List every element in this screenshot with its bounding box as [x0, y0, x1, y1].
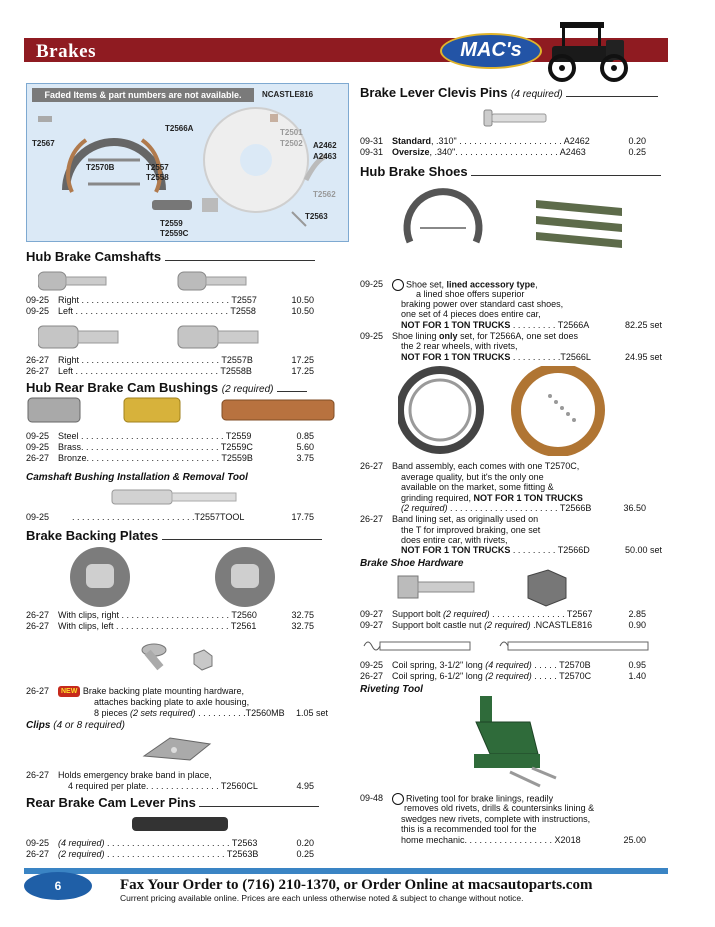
list-item: 09-25 (4 required) . . . . . . . . . . . . . . . . . . . . . . . . . T2563 — [26, 838, 258, 848]
label-t2558: T2558 — [146, 173, 169, 182]
brake-band-images — [398, 366, 618, 456]
desc-line: average quality, but it's the only one — [401, 472, 544, 482]
label-t2567: T2567 — [32, 139, 55, 148]
price: 3.75 — [296, 453, 314, 463]
price: 10.50 — [291, 306, 314, 316]
section-cam-lever-pins: Rear Brake Cam Lever Pins — [26, 795, 319, 810]
list-item: 26-27 Bronze. . . . . . . . . . . . . . . . . . . . . . . . . . . T2559B — [26, 453, 253, 463]
desc-line: the T for improved braking, one set — [401, 525, 541, 535]
magnifier-icon — [392, 793, 404, 805]
section-hub-camshafts: Hub Brake Camshafts — [26, 249, 315, 264]
macs-logo: MAC's — [440, 33, 542, 69]
list-item: 26-27 Right . . . . . . . . . . . . . . . . . . . . . . . . . . . . T2557B — [26, 355, 253, 365]
desc-line: the 2 rear wheels, with rivets, — [401, 341, 518, 351]
desc-line: NOT FOR 1 TON TRUCKS . . . . . . . . . T2566A — [401, 320, 590, 330]
price: 36.50 — [623, 503, 646, 513]
list-item: 26-27 Holds emergency brake band in place, — [26, 770, 212, 780]
desc-line: NOT FOR 1 TON TRUCKS . . . . . . . . . .T2566L — [401, 352, 591, 362]
list-item: 26-27 With clips, left . . . . . . . . . . . . . . . . . . . . . . . T2561 — [26, 621, 257, 631]
magnifier-icon — [392, 279, 404, 291]
heading-rule — [165, 260, 315, 261]
price: 32.75 — [291, 610, 314, 620]
price: 0.25 — [296, 849, 314, 859]
riveting-tool-title: Riveting Tool — [360, 684, 423, 695]
section-clevis-pins: Brake Lever Clevis Pins (4 required) — [360, 85, 658, 100]
label-t2501: T2501 — [280, 128, 303, 137]
clevis-pin-image — [480, 104, 550, 132]
shoe-hardware-title: Brake Shoe Hardware — [360, 558, 464, 569]
desc-line: NOT FOR 1 TON TRUCKS . . . . . . . . . T2566D — [401, 545, 590, 555]
desc-line: one set of 4 pieces does entire car, — [401, 309, 541, 319]
list-item: 09-48 Riveting tool for brake linings, readily — [360, 793, 554, 804]
price: 17.25 — [291, 355, 314, 365]
list-item: 09-25 Left . . . . . . . . . . . . . . . . . . . . . . . . . . . . . . . T2558 — [26, 306, 256, 316]
model-t-car-image — [542, 18, 632, 84]
heading-rule — [566, 96, 658, 97]
clip-line: 4 required per plate. . . . . . . . . . . . . . . T2560CL — [68, 781, 258, 791]
camshaft-images-2 — [38, 322, 308, 352]
price: 82.25 set — [624, 320, 662, 330]
label-t2502: T2502 — [280, 139, 303, 148]
hardware-line: attaches backing plate to axle housing, — [94, 697, 250, 707]
price: 5.60 — [296, 442, 314, 452]
list-item: 09-25 Brass. . . . . . . . . . . . . . . . . . . . . . . . . . . . T2559C — [26, 442, 253, 452]
list-item: 26-27 Left . . . . . . . . . . . . . . . . . . . . . . . . . . . . . T2558B — [26, 366, 252, 376]
hardware-item: 26-27 NEW Brake backing plate mounting hardware, — [26, 686, 244, 696]
list-item: 26-27 Band lining set, as originally used on — [360, 514, 539, 524]
price: 0.90 — [628, 620, 646, 630]
desc-line: available on the market, some fitting & — [401, 482, 554, 492]
price: 32.75 — [291, 621, 314, 631]
mounting-hardware-image — [140, 640, 220, 676]
label-t2563: T2563 — [305, 212, 328, 221]
list-item: 26-27 Coil spring, 6-1/2" long (2 required) . . . . . T2570C — [360, 671, 592, 681]
label-t2570b: T2570B — [86, 163, 115, 172]
label-t2566a: T2566A — [165, 124, 194, 133]
brake-shoe-images — [396, 182, 636, 272]
brake-diagram-art — [26, 100, 347, 240]
price: 0.95 — [628, 660, 646, 670]
new-badge: NEW — [58, 686, 80, 697]
price: 50.00 set — [624, 545, 662, 555]
price: 1.05 set — [295, 708, 328, 718]
heading-rule — [162, 539, 322, 540]
fax-order-line: Fax Your Order to (716) 210-1370, or Order Online at macsautoparts.com — [120, 877, 593, 893]
list-item: 09-25 Shoe set, lined accessory type, — [360, 279, 538, 290]
price: 4.95 — [296, 781, 314, 791]
price: 10.50 — [291, 295, 314, 305]
price: 0.25 — [628, 147, 646, 157]
coil-spring-images — [360, 636, 660, 656]
list-item: 09-27 Support bolt (2 required) . . . . . . . . . . . . . . . T2567 — [360, 609, 593, 619]
price: 1.40 — [628, 671, 646, 681]
label-a2462: A2462 — [313, 141, 337, 150]
list-item: 26-27 With clips, right . . . . . . . . . . . . . . . . . . . . . . T2560 — [26, 610, 257, 620]
desc-line: this is a recommended tool for the — [401, 824, 537, 834]
price: 17.25 — [291, 366, 314, 376]
bushing-tool-title: Camshaft Bushing Installation & Removal Tool — [26, 472, 248, 483]
price: 2.85 — [628, 609, 646, 619]
list-item: 09-31 Standard, .310" . . . . . . . . . . . . . . . . . . . . . A2462 — [360, 136, 590, 146]
price: 0.85 — [296, 431, 314, 441]
list-item: 26-27 (2 required) . . . . . . . . . . . . . . . . . . . . . . . . T2563B — [26, 849, 259, 859]
backing-plate-images — [60, 546, 300, 608]
desc-line: a lined shoe offers superior — [416, 289, 525, 299]
heading-rule — [277, 391, 307, 392]
label-t2562: T2562 — [313, 190, 336, 199]
pricing-note: Current pricing available online. Prices are each unless otherwise noted & subject to change without notice. — [120, 893, 524, 903]
page-number: 6 — [24, 872, 92, 900]
clips-title: Clips (4 or 8 required) — [26, 720, 125, 731]
footer-bar — [24, 868, 668, 874]
desc-line: does entire car, with rivets, — [401, 535, 508, 545]
price: 25.00 — [623, 835, 646, 845]
label-t2559c: T2559C — [160, 229, 189, 238]
label-a2463: A2463 — [313, 152, 337, 161]
heading-rule — [199, 806, 319, 807]
label-t2557: T2557 — [146, 163, 169, 172]
section-backing-plates: Brake Backing Plates — [26, 528, 322, 543]
list-item: 09-27 Support bolt castle nut (2 required) .NCASTLE816 — [360, 620, 593, 630]
desc-line: (2 required) . . . . . . . . . . . . . . . . . . . . . . T2566B — [401, 503, 592, 513]
label-ncastle816: NCASTLE816 — [262, 90, 314, 99]
desc-line: grinding required, NOT FOR 1 TON TRUCKS — [401, 493, 583, 503]
list-item: 09-25 . . . . . . . . . . . . . . . . . . . . . . . . .T2557TOOL — [26, 512, 245, 522]
camshaft-images-1 — [38, 270, 308, 292]
clip-image — [140, 730, 220, 766]
section-cam-bushings: Hub Rear Brake Cam Bushings (2 required) — [26, 380, 307, 395]
faded-items-notice: Faded Items & part numbers are not available. — [32, 88, 254, 102]
bushing-tool-image — [110, 486, 240, 508]
list-item: 09-31 Oversize, .340". . . . . . . . . . . . . . . . . . . . . A2463 — [360, 147, 586, 157]
desc-line: braking power over standard cast shoes, — [401, 299, 564, 309]
hardware-line: 8 pieces (2 sets required) . . . . . . . . . .T2560MB — [94, 708, 285, 718]
desc-line: home mechanic. . . . . . . . . . . . . . . . . . X2018 — [401, 835, 581, 845]
list-item: 09-25 Steel . . . . . . . . . . . . . . . . . . . . . . . . . . . . . T2559 — [26, 431, 252, 441]
support-bolt-nut-images — [396, 568, 586, 610]
riveting-tool-image — [470, 692, 560, 788]
page-title: Brakes — [36, 41, 96, 62]
bushing-images — [26, 396, 336, 426]
lever-pin-image — [130, 814, 230, 834]
list-item: 09-25 Coil spring, 3-1/2" long (4 required) . . . . . T2570B — [360, 660, 591, 670]
price: 0.20 — [628, 136, 646, 146]
desc-line: removes old rivets, drills & countersinks lining & — [404, 803, 595, 813]
price: 0.20 — [296, 838, 314, 848]
price: 17.75 — [291, 512, 314, 522]
desc-line: swedges new rivets, complete with instructions, — [401, 814, 591, 824]
heading-rule — [471, 175, 661, 176]
label-t2559: T2559 — [160, 219, 183, 228]
list-item: 26-27 Band assembly, each comes with one T2570C, — [360, 461, 580, 471]
list-item: 09-25 Right . . . . . . . . . . . . . . . . . . . . . . . . . . . . . . T2557 — [26, 295, 257, 305]
price: 24.95 set — [624, 352, 662, 362]
section-hub-shoes: Hub Brake Shoes — [360, 164, 661, 179]
list-item: 09-25 Shoe lining only set, for T2566A, one set does — [360, 331, 578, 341]
